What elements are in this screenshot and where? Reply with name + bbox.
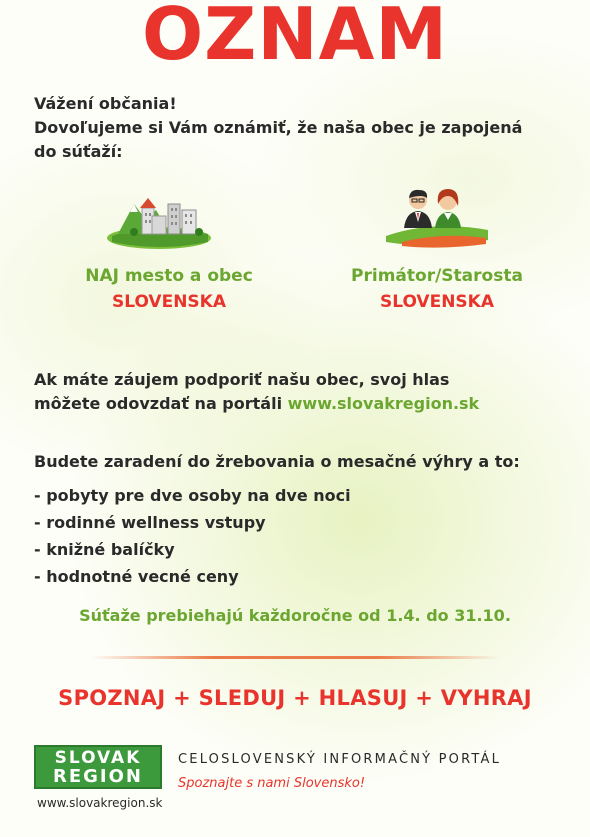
mayor-couple-icon (382, 184, 492, 250)
divider (90, 656, 500, 659)
list-item: - rodinné wellness vstupy (34, 513, 266, 532)
season-note: Súťaže prebiehajú každoročne od 1.4. do 31.10. (79, 606, 511, 625)
portal-link[interactable]: www.slovakregion.sk (287, 394, 480, 413)
list-item: - knižné balíčky (34, 540, 175, 559)
list-item: - hodnotné vecné ceny (34, 567, 239, 586)
portal-name: CELOSLOVENSKÝ INFORMAČNÝ PORTÁL (178, 752, 502, 767)
page-title: OZNAM (141, 0, 449, 76)
intro-line-2: do súťaží: (34, 142, 123, 161)
intro-text (34, 92, 564, 164)
contest-name: NAJ mesto a obec (85, 266, 253, 286)
tagline: Spoznajte s nami Slovensko! (178, 776, 366, 791)
contest-name: Primátor/Starosta (351, 266, 523, 286)
contest-country: SLOVENSKA (111, 292, 227, 312)
greeting: Vážení občania! (34, 94, 177, 113)
town-landscape-icon (104, 186, 214, 250)
slovak-region-logo[interactable] (34, 745, 162, 789)
slogan: SPOZNAJ + SLEDUJ + HLASUJ + VYHRAJ (58, 686, 532, 710)
footer-url[interactable]: www.slovakregion.sk (37, 796, 163, 810)
contest-mayor (312, 263, 562, 315)
support-paragraph (34, 368, 564, 416)
draw-intro: Budete zaradení do žrebovania o mesačné výhry a to: (34, 452, 520, 471)
list-item: - pobyty pre dve osoby na dve noci (34, 486, 351, 505)
intro-line-1: Dovoľujeme si Vám oznámiť, že naša obec je zapojená (34, 118, 523, 137)
support-line-1: Ak máte záujem podporiť našu obec, svoj hlas (34, 370, 450, 389)
contest-country: SLOVENSKA (379, 292, 495, 312)
logo-line-1: SLOVAK (54, 748, 142, 768)
prize-list (34, 482, 554, 590)
logo-line-2: REGION (53, 766, 143, 787)
contest-best-town (44, 263, 294, 315)
support-line-2 (34, 392, 564, 416)
support-line-2-text: môžete odovzdať na portáli (34, 394, 288, 413)
